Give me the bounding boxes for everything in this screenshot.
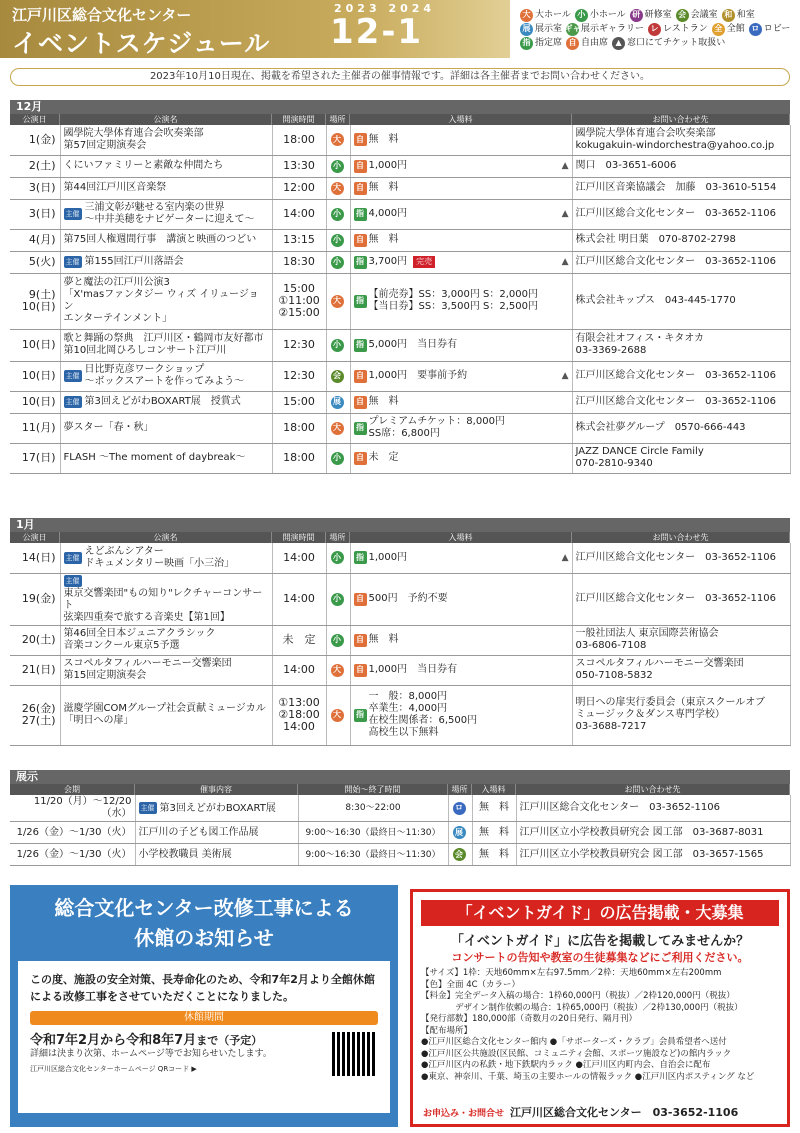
ad-subline: コンサートの告知や教室の生徒募集などにご利用ください。 (451, 951, 749, 964)
col-date: 公演日 (10, 114, 60, 125)
table-row (10, 273, 790, 329)
event-contact: 一般社団法人 東京国際芸術協会 03-6806-7108 (572, 625, 790, 655)
venue-icon: ロ (749, 23, 762, 36)
legend-item (566, 22, 644, 36)
event-contact: 明日への扉実行委員会（東京スクールオブ ミュージック＆ダンス専門学校） 03-3688-7217 (572, 685, 790, 745)
legend-label: レストラン (663, 24, 708, 34)
event-fee: 指 4,000円 ▲ (350, 199, 572, 229)
exhibit-column-headers (10, 784, 790, 795)
venue-icon: 自 (354, 664, 367, 677)
event-name: 夢スター「春・秋」 (60, 413, 272, 443)
col-exhibit-venue: 場所 (448, 784, 472, 795)
host-badge: 主催 (140, 803, 155, 812)
header-period: 12-1 (330, 12, 424, 52)
event-time: 14:00 (272, 573, 326, 625)
exhibit-venue (448, 822, 472, 844)
event-contact: 株式会社 明日葉 070-8702-2798 (572, 229, 790, 251)
exhibit-fee: 無 料 (472, 844, 516, 866)
venue-icon: 自 (354, 370, 367, 383)
venue-icon: 指 (354, 295, 367, 308)
legend-item (520, 36, 562, 50)
event-date: 21(日) (10, 655, 60, 685)
legend-label: 自由席 (581, 38, 609, 48)
legend-item (676, 8, 718, 22)
ticket-office-icon: ▲ (561, 552, 569, 563)
legend-item (575, 8, 626, 22)
january-section (10, 518, 790, 746)
header-years: 2023 2024 (334, 2, 436, 15)
event-name: 第75回人権週間行事 講演と映画のつどい (60, 229, 272, 251)
closure-title-1: 総合文化センター改修工事による (54, 896, 354, 920)
event-contact: 江戸川区総合文化センター 03-3652-1106 (572, 543, 790, 573)
table-row (10, 822, 790, 844)
event-venue (326, 329, 350, 361)
legend-item (612, 36, 725, 50)
ad-contact-value: 江戸川区総合文化センター 03-3652-1106 (510, 1106, 739, 1119)
event-fee: 自 未 定 (350, 443, 572, 473)
closure-body: この度、施設の安全対策、長寿命化のため、令和7年2月より全館休館による改修工事をさせていただくことになりました。 (30, 973, 375, 1003)
legend-item (712, 22, 745, 36)
ticket-office-icon: ▲ (561, 209, 569, 219)
legend-label: 指定席 (535, 38, 563, 48)
col-contact: お問い合わせ先 (572, 532, 790, 543)
closure-period-bar: 休館期間 (30, 1011, 378, 1025)
ad-details (421, 968, 779, 1083)
event-fee: 自 1,000円 ▲ (350, 155, 572, 177)
event-fee: 自 無 料 (350, 177, 572, 199)
legend-item (566, 36, 608, 50)
event-contact: 江戸川区総合文化センター 03-3652-1106 (572, 199, 790, 229)
table-row (10, 443, 790, 473)
venue-icon: 研 (630, 9, 643, 22)
table-row (10, 543, 790, 573)
event-date: 3(日) (10, 177, 60, 199)
event-venue (326, 573, 350, 625)
venue-icon: 会 (676, 9, 689, 22)
table-row (10, 573, 790, 625)
event-contact: スコペルタフィルハーモニー交響楽団 050-7108-5832 (572, 655, 790, 685)
host-badge: 主催 (65, 576, 80, 585)
exhibit-fee: 無 料 (472, 795, 516, 822)
header-title: イベントスケジュール (12, 29, 271, 58)
event-venue (326, 155, 350, 177)
event-date: 10(日) (10, 391, 60, 413)
event-venue (326, 543, 350, 573)
event-name: 主催東京交響楽団"もの知り"レクチャーコンサート 弦楽四重奏で旅する音楽史【第1回】 (60, 573, 272, 625)
exhibit-contact: 江戸川区立小学校教員研究会 図工部 03-3687-8031 (516, 822, 790, 844)
exhibit-contact: 江戸川区総合文化センター 03-3652-1106 (516, 795, 790, 822)
event-contact: 江戸川区総合文化センター 03-3652-1106 (572, 573, 790, 625)
event-contact: 江戸川区音楽協議会 加藤 03-3610-5154 (572, 177, 790, 199)
legend-item (520, 8, 571, 22)
event-date: 1(金) (10, 125, 60, 155)
legend-label: 会議室 (690, 10, 718, 20)
event-time: 14:00 (272, 199, 326, 229)
exhibit-hours: 9:00～16:30（最終日～11:30） (298, 822, 448, 844)
venue-icon: 指 (354, 709, 367, 722)
event-fee: 指 1,000円 ▲ (350, 543, 572, 573)
event-name: 歌と舞踊の祭典 江戸川区・鶴岡市友好都市 第10回北岡ひろしコンサート江戸川 (60, 329, 272, 361)
venue-icon: 自 (354, 452, 367, 465)
venue-icon: 自 (354, 396, 367, 409)
january-label: 1月 (10, 518, 790, 532)
event-time: 13:30 (272, 155, 326, 177)
closure-period: 令和7年2月から令和8年7月まで（予定） (30, 1033, 263, 1048)
ad-contact (423, 1104, 738, 1120)
event-name: くにいファミリーと素敵な仲間たち (60, 155, 272, 177)
venue-icon: 小 (331, 634, 344, 647)
venue-icon: 展 (331, 396, 344, 409)
venue-icon: 自 (354, 133, 367, 146)
venue-icon: ロ (453, 802, 466, 815)
event-venue (326, 229, 350, 251)
event-venue (326, 391, 350, 413)
exhibit-hours: 9:00～16:30（最終日～11:30） (298, 844, 448, 866)
event-time: 18:30 (272, 251, 326, 273)
venue-icon: ギャ (566, 23, 579, 36)
event-contact: 有限会社オフィス・キタオカ 03-3369-2688 (572, 329, 790, 361)
ad-question: 「イベントガイド」に広告を掲載してみませんか？ (450, 934, 750, 949)
legend-item (749, 22, 791, 36)
col-date: 公演日 (10, 532, 60, 543)
table-row (10, 844, 790, 866)
table-row (10, 125, 790, 155)
venue-icon: 大 (331, 709, 344, 722)
closure-note: 詳細は決まり次第、ホームページ等でお知らせいたします。 (30, 1049, 272, 1059)
event-fee: 指 一 般：8,000円 卒業生：4,000円 在校生関係者：6,500円 高校生以下無料 (350, 685, 572, 745)
event-venue (326, 199, 350, 229)
event-fee: 自 500円 予約不要 (350, 573, 572, 625)
venue-icon: 自 (354, 593, 367, 606)
legend-item (630, 8, 672, 22)
closure-title-2: 休館のお知らせ (134, 926, 274, 950)
venue-icon: 小 (331, 452, 344, 465)
venue-icon: 大 (331, 295, 344, 308)
venue-icon: 自 (566, 37, 579, 50)
table-row (10, 391, 790, 413)
venue-icon: 小 (331, 208, 344, 221)
ticket-office-icon: ▲ (561, 161, 569, 171)
venue-icon: 小 (331, 234, 344, 247)
event-date: 4(月) (10, 229, 60, 251)
host-badge: 主催 (65, 553, 80, 562)
table-row (10, 685, 790, 745)
venue-icon: 大 (520, 9, 533, 22)
event-time: 12:00 (272, 177, 326, 199)
event-name: スコペルタフィルハーモニー交響楽団 第15回定期演奏会 (60, 655, 272, 685)
event-name: 夢と魔法の江戸川公演3 「X'masファンタジー ウィズ イリュージョン エンターテインメント」 (60, 273, 272, 329)
event-date: 10(日) (10, 361, 60, 391)
venue-icon: レ (648, 23, 661, 36)
table-row (10, 655, 790, 685)
event-contact: 江戸川区総合文化センター 03-3652-1106 (572, 251, 790, 273)
event-fee: 自 無 料 (350, 625, 572, 655)
host-badge: 主催 (65, 210, 80, 218)
exhibit-period: 11/20（月）～12/20（水） (10, 795, 135, 822)
event-name: 第44回江戸川区音楽祭 (60, 177, 272, 199)
venue-icon: 小 (575, 9, 588, 22)
venue-icon: 小 (331, 160, 344, 173)
january-table (10, 543, 791, 746)
december-table (10, 125, 791, 474)
event-name: 主催えどぶんシアター ドキュメンタリー映画「小三治」 (60, 543, 272, 573)
exhibit-period: 1/26（金）～1/30（火） (10, 822, 135, 844)
legend (520, 8, 800, 50)
table-row (10, 625, 790, 655)
event-time: 14:00 (272, 543, 326, 573)
event-date: 3(日) (10, 199, 60, 229)
event-fee: 指 3,700円 完売 ▲ (350, 251, 572, 273)
event-name: FLASH ～The moment of daybreak～ (60, 443, 272, 473)
event-fee: 自 無 料 (350, 229, 572, 251)
col-name: 公演名 (60, 532, 272, 543)
col-period: 会期 (10, 784, 135, 795)
exhibit-venue (448, 795, 472, 822)
exhibit-label: 展示 (10, 770, 790, 784)
event-time: 未 定 (272, 625, 326, 655)
event-contact: 江戸川区総合文化センター 03-3652-1106 (572, 391, 790, 413)
exhibit-table (10, 795, 791, 866)
col-time: 開演時間 (272, 532, 326, 543)
ad-contact-label: お申込み・お問合せ (423, 1109, 505, 1119)
exhibit-name: 主催 第3回えどがわBOXART展 (135, 795, 298, 822)
event-contact: 江戸川区総合文化センター 03-3652-1106 (572, 361, 790, 391)
venue-icon: 大 (331, 664, 344, 677)
venue-icon: 小 (331, 551, 344, 564)
col-exhibit-name: 催事内容 (135, 784, 298, 795)
legend-item (520, 22, 562, 36)
event-venue (326, 177, 350, 199)
event-time: 12:30 (272, 329, 326, 361)
table-row (10, 361, 790, 391)
event-date: 26(金) 27(土) (10, 685, 60, 745)
event-fee: 自 無 料 (350, 125, 572, 155)
event-date: 14(日) (10, 543, 60, 573)
event-venue (326, 413, 350, 443)
table-row (10, 413, 790, 443)
ad-detail-line: ●江戸川区公共施設(区民館、コミュニティ会館、スポーツ施設など)の館内ラック (421, 1048, 732, 1059)
legend-item (648, 22, 708, 36)
event-venue (326, 685, 350, 745)
event-date: 17(日) (10, 443, 60, 473)
venue-icon: 小 (331, 593, 344, 606)
ad-detail-line: 【色】全面 4C（カラー） (421, 979, 521, 990)
closure-from: 令和7年2月 (30, 1033, 101, 1048)
sold-out-badge: 完売 (413, 256, 435, 268)
table-row (10, 199, 790, 229)
venue-icon: 指 (520, 37, 533, 50)
event-venue (326, 251, 350, 273)
host-badge: 主催 (65, 257, 80, 266)
legend-label: 展示室 (535, 24, 563, 34)
ad-detail-line: 【サイズ】1枠：天地60mm×左右97.5mm／2枠：天地60mm×左右200mm (421, 968, 722, 978)
ticket-office-icon: ▲ (561, 257, 569, 267)
header (0, 0, 800, 62)
host-badge: 主催 (65, 397, 80, 406)
event-time: 18:00 (272, 413, 326, 443)
event-contact: 関口 03-3651-6006 (572, 155, 790, 177)
table-row (10, 155, 790, 177)
exhibit-name: 江戸川の子ども図工作品展 (135, 822, 298, 844)
venue-icon: 指 (354, 339, 367, 352)
event-fee: 指 【前売券】SS：3,000円 S：2,000円 【当日券】SS：3,500円 S：2,500円 (350, 273, 572, 329)
event-venue (326, 625, 350, 655)
col-contact: お問い合わせ先 (572, 114, 790, 125)
event-name: 主催 第155回江戸川落語会 (60, 251, 272, 273)
event-venue (326, 125, 350, 155)
venue-icon: 展 (453, 826, 466, 839)
event-time: 15:00 ①11:00 ②15:00 (272, 273, 326, 329)
event-date: 10(日) (10, 329, 60, 361)
exhibit-venue (448, 844, 472, 866)
venue-icon: 小 (331, 256, 344, 269)
col-exhibit-fee: 入場料 (472, 784, 516, 795)
ad-detail-line: ●江戸川区内の私鉄・地下鉄駅内ラック ●江戸川区内町内会、自治会に配布 (421, 1060, 711, 1070)
event-time: 15:00 (272, 391, 326, 413)
event-time: ①13:00 ②18:00 14:00 (272, 685, 326, 745)
venue-icon: 会 (453, 848, 466, 861)
venue-icon: 展 (520, 23, 533, 36)
event-name: 國學院大學体育連合会吹奏楽部 第57回定期演奏会 (60, 125, 272, 155)
legend-label: 小ホール (589, 10, 626, 20)
december-label: 12月 (10, 100, 790, 114)
venue-icon: 自 (354, 160, 367, 173)
event-time: 18:00 (272, 443, 326, 473)
col-name: 公演名 (60, 114, 272, 125)
exhibit-contact: 江戸川区立小学校教員研究会 図工部 03-3657-1565 (516, 844, 790, 866)
ticket-office-icon: ▲ (561, 371, 569, 381)
event-time: 14:00 (272, 655, 326, 685)
table-row (10, 329, 790, 361)
table-row (10, 251, 790, 273)
event-date: 5(火) (10, 251, 60, 273)
venue-icon: 自 (354, 634, 367, 647)
event-date: 20(土) (10, 625, 60, 655)
table-row (10, 177, 790, 199)
ad-detail-line: 【料金】完全データ入稿の場合：1枠60,000円（税抜）／2枠120,000円（税抜） (421, 991, 735, 1001)
col-venue: 場所 (326, 532, 350, 543)
event-contact: JAZZ DANCE Circle Family 070-2810-9340 (572, 443, 790, 473)
venue-icon: 指 (354, 256, 367, 269)
december-column-headers (10, 114, 790, 125)
venue-icon: ▲ (612, 37, 625, 50)
event-time: 18:00 (272, 125, 326, 155)
table-row (10, 795, 790, 822)
col-venue: 場所 (326, 114, 350, 125)
event-name: 第46回全日本ジュニアクラシック 音楽コンクール東京5予選 (60, 625, 272, 655)
ad-detail-line: ●東京、神奈川、千葉、埼玉の主要ホールの情報ラック ●江戸川区内ポスティング など (421, 1071, 755, 1082)
event-contact: 株式会社夢グループ 0570-666-443 (572, 413, 790, 443)
venue-icon: 大 (331, 133, 344, 146)
exhibit-name: 小学校教職員 美術展 (135, 844, 298, 866)
venue-icon: 指 (354, 551, 367, 564)
closure-to: 令和8年7月 (126, 1033, 197, 1048)
event-date: 9(土) 10(日) (10, 273, 60, 329)
closure-notice (10, 885, 398, 1127)
col-fee: 入場料 (350, 532, 572, 543)
exhibit-section (10, 770, 790, 866)
event-date: 2(土) (10, 155, 60, 177)
ad-recruitment (410, 889, 790, 1127)
venue-icon: 小 (331, 339, 344, 352)
event-venue (326, 655, 350, 685)
legend-label: ロビー (763, 24, 791, 34)
exhibit-hours: 8:30～22:00 (298, 795, 448, 822)
venue-icon: 全 (712, 23, 725, 36)
notice-banner: 2023年10月10日現在、掲載を希望された主催者の催事情報です。詳細は各主催者までお問い合わせください。 (10, 68, 790, 86)
legend-item (722, 8, 755, 22)
venue-icon: 自 (354, 182, 367, 195)
january-column-headers (10, 532, 790, 543)
ad-detail-line: デザイン制作依頼の場合：1枠65,000円（税抜）／2枠130,000円（税抜） (421, 1002, 743, 1013)
event-time: 12:30 (272, 361, 326, 391)
event-fee: 自 無 料 (350, 391, 572, 413)
venue-icon: 和 (722, 9, 735, 22)
col-exhibit-contact: お問い合わせ先 (516, 784, 790, 795)
venue-icon: 大 (331, 422, 344, 435)
event-venue (326, 443, 350, 473)
event-fee: 指 プレミアムチケット：8,000円 SS席：6,800円 (350, 413, 572, 443)
legend-label: 和室 (736, 10, 755, 20)
venue-icon: 自 (354, 234, 367, 247)
legend-label: 大ホール (535, 10, 571, 20)
event-time: 13:15 (272, 229, 326, 251)
legend-label: 全館 (726, 24, 745, 34)
event-date: 11(月) (10, 413, 60, 443)
ad-detail-line: 【配布場所】 (421, 1025, 473, 1036)
ad-detail-line: 【発行部数】180,000部（奇数月の20日発行、隔月刊） (421, 1014, 637, 1024)
event-fee: 自 1,000円 当日券有 (350, 655, 572, 685)
ad-detail-line: ●江戸川区総合文化センター館内 ●「サポーターズ・クラブ」会員希望者へ送付 (421, 1037, 727, 1047)
december-section (10, 100, 790, 474)
venue-icon: 大 (331, 182, 344, 195)
col-fee: 入場料 (350, 114, 572, 125)
exhibit-fee: 無 料 (472, 822, 516, 844)
venue-icon: 指 (354, 208, 367, 221)
closure-suffix: まで（予定） (196, 1034, 263, 1047)
qr-code-icon[interactable] (332, 1032, 376, 1076)
ad-title: 「イベントガイド」の広告掲載・大募集 (421, 900, 779, 926)
legend-label: 研修室 (644, 10, 672, 20)
header-subtitle: 江戸川区総合文化センター (12, 6, 192, 24)
event-venue (326, 361, 350, 391)
event-fee: 自 1,000円 要事前予約 ▲ (350, 361, 572, 391)
col-hours: 開始～終了時間 (298, 784, 448, 795)
col-time: 開演時間 (272, 114, 326, 125)
event-name: 滋慶学園COMグループ社会貢献ミュージカル 「明日への扉」 (60, 685, 272, 745)
qr-label: 江戸川区総合文化センターホームページ QRコード ▶ (30, 1065, 197, 1073)
legend-label: 窓口にてチケット取扱い (627, 38, 726, 48)
exhibit-period: 1/26（金）～1/30（火） (10, 844, 135, 866)
event-venue (326, 273, 350, 329)
table-row (10, 229, 790, 251)
legend-label: 展示ギャラリー (581, 24, 645, 34)
event-name: 主催 第3回えどがわBOXART展 授賞式 (60, 391, 272, 413)
venue-icon: 指 (354, 422, 367, 435)
event-fee: 指 5,000円 当日券有 (350, 329, 572, 361)
event-name: 主催三浦文彰が魅せる室内楽の世界 ～中井美穂をナビゲーターに迎えて～ (60, 199, 272, 229)
event-contact: 國學院大學体育連合会吹奏楽部 kokugakuin-windorchestra@yahoo.co.jp (572, 125, 790, 155)
event-name: 主催日比野克彦ワークショップ ～ボックスアートを作ってみよう～ (60, 361, 272, 391)
venue-icon: 会 (331, 370, 344, 383)
event-date: 19(金) (10, 573, 60, 625)
host-badge: 主催 (65, 372, 80, 380)
event-contact: 株式会社キップス 043-445-1770 (572, 273, 790, 329)
